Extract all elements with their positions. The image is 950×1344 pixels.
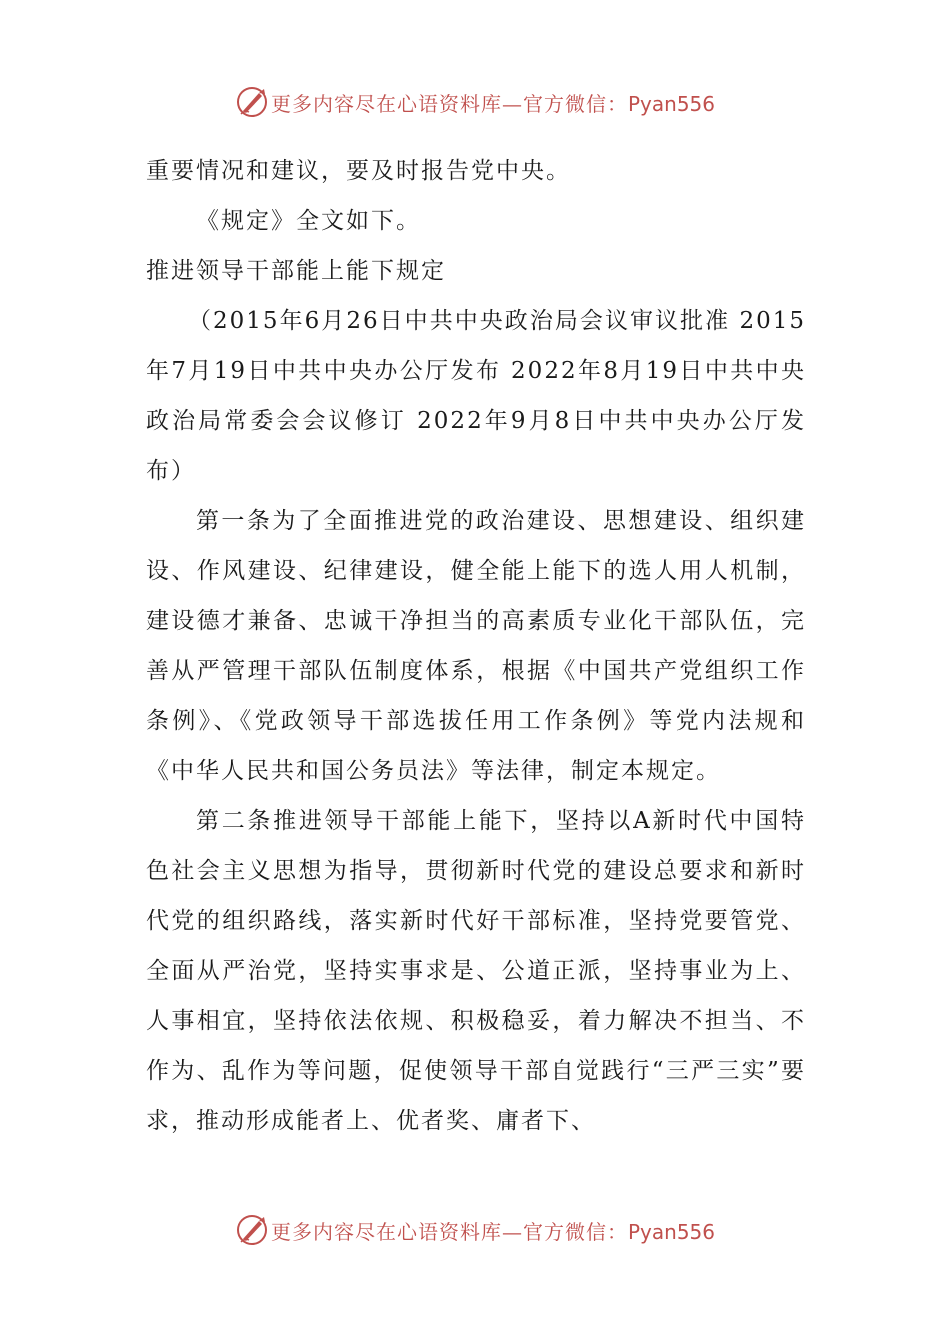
quill-logo-icon <box>235 85 269 119</box>
header-wechat-id: Pyan556 <box>627 91 715 116</box>
paragraph-approval-history: （2015年6月26日中共中央政治局会议审议批准 2015年7月19日中共中央办公厅发布 2022年8月19日中共中央政治局常委会会议修订 2022年9月8日中共中央办公厅发布） <box>146 308 806 484</box>
document-body <box>146 146 806 1146</box>
footer-banner <box>0 1210 950 1250</box>
header-banner <box>0 82 950 122</box>
footer-wechat-id: Pyan556 <box>627 1219 715 1244</box>
paragraph-full-text-intro: 《规定》全文如下。 <box>196 208 421 234</box>
paragraph-article-1: 第一条为了全面推进党的政治建设、思想建设、组织建设、作风建设、纪律建设，健全能上能下的选人用人机制，建设德才兼备、忠诚干净担当的高素质专业化干部队伍，完善从严管理干部队伍制度体系，根据《中国共产党组织工作条例》、《党政领导干部选拔任用工作条例》等党内法规和《中华人民共和国公务员法》等法律，制定本规定。 <box>146 508 806 784</box>
quill-logo-icon <box>235 1213 269 1247</box>
document-title: 推进领导干部能上能下规定 <box>146 258 446 284</box>
paragraph-article-2: 第二条推进领导干部能上能下，坚持以A新时代中国特色社会主义思想为指导，贯彻新时代党的建设总要求和新时代党的组织路线，落实新时代好干部标准，坚持党要管党、全面从严治党，坚持实事求是、公道正派，坚持事业为上、人事相宜，坚持依法依规、积极稳妥，着力解决不担当、不作为、乱作为等问题，促使领导干部自觉践行“三严三实”要求，推动形成能者上、优者奖、庸者下、 <box>146 808 806 1134</box>
paragraph-report: 重要情况和建议，要及时报告党中央。 <box>146 158 571 184</box>
header-banner-text: 更多内容尽在心语资料库—官方微信：Pyan556 <box>270 91 715 116</box>
footer-banner-text: 更多内容尽在心语资料库—官方微信：Pyan556 <box>270 1219 715 1244</box>
